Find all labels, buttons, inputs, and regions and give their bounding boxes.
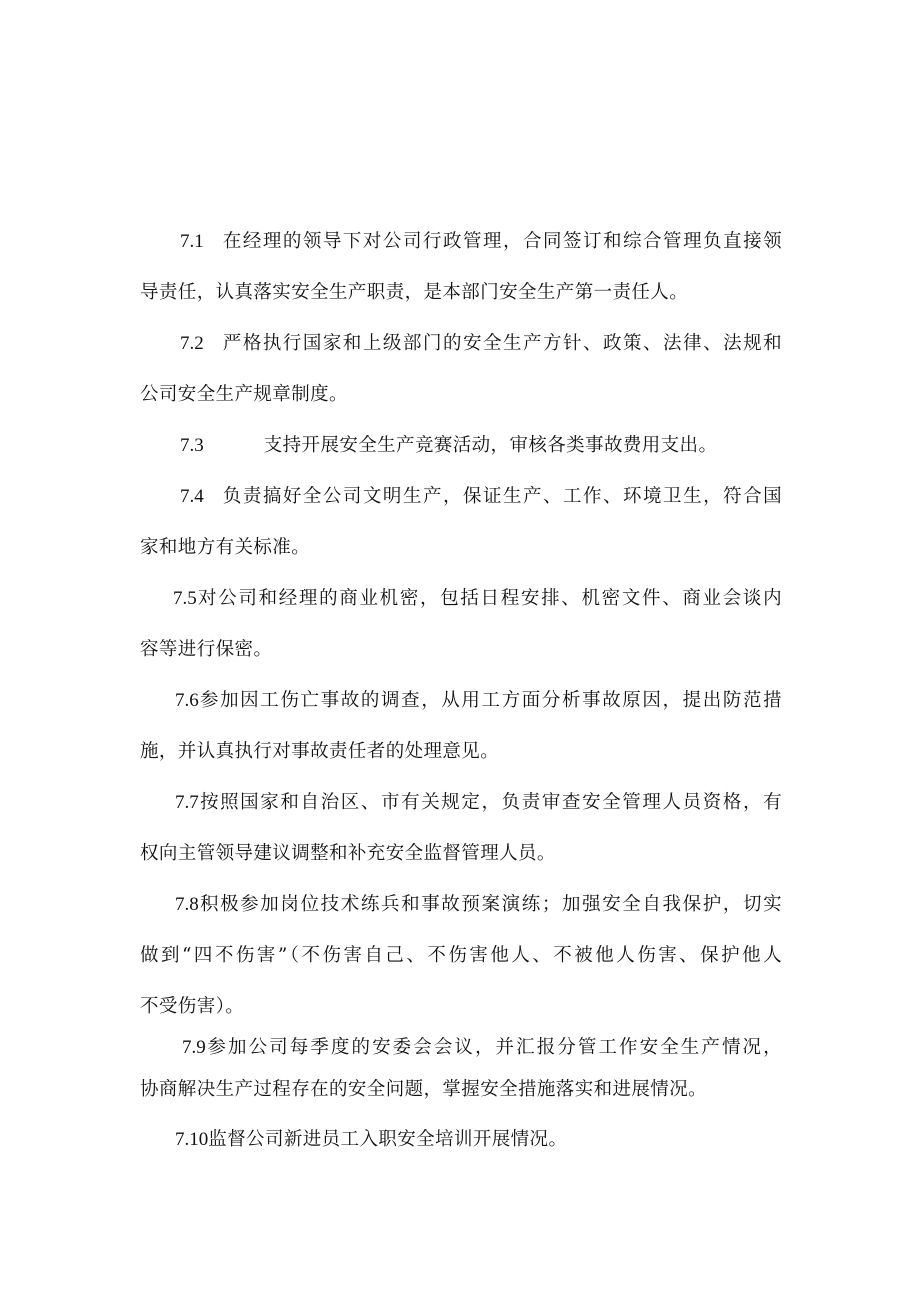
item-7-1-line-2: 导责任，认真落实安全生产职责，是本部门安全生产第一责任人。 [140,282,689,303]
item-7-6-line-2: 施，并认真执行对事故责任者的处理意见。 [140,741,500,762]
item-number: 7.5 [173,588,197,609]
item-7-4-line-1 [140,484,782,510]
item-number: 7.10 [175,1129,209,1150]
item-7-2-line-2: 公司安全生产规章制度。 [140,384,348,405]
item-text: 参加公司每季度的安委会会议，并汇报分管工作安全生产情况， [205,1037,782,1058]
item-7-9-line-2: 协商解决生产过程存在的安全问题，掌握安全措施落实和进展情况。 [140,1079,708,1100]
item-7-1-line-1 [140,229,782,255]
item-7-2-line-1 [140,331,782,357]
item-7-8-line-3: 不受伤害）。 [140,996,245,1017]
item-number: 7.9 [182,1037,206,1058]
item-7-3-line-1 [140,433,782,459]
item-7-4-line-2: 家和地方有关标准。 [140,537,311,558]
item-text: 监督公司新进员工入职安全培训开展情况。 [208,1129,568,1150]
item-text: 在经理的领导下对公司行政管理，合同签订和综合管理负直接领 [221,231,782,252]
item-7-7-line-2: 权向主管领导建议调整和补充安全监督管理人员。 [140,843,556,864]
item-number: 7.8 [175,894,199,915]
item-text: 按照国家和自治区、市有关规定，负责审查安全管理人员资格，有 [198,792,782,813]
item-7-5-line-1 [140,586,782,612]
item-number: 7.2 [180,333,204,354]
item-number: 7.3 [180,435,204,456]
item-7-8-line-1 [140,892,782,918]
item-text: 严格执行国家和上级部门的安全生产方针、政策、法律、法规和 [221,333,782,354]
item-number: 7.6 [175,690,199,711]
item-number: 7.7 [175,792,199,813]
item-7-9-line-1 [140,1035,782,1061]
item-text: 负责搞好全公司文明生产，保证生产、工作、环境卫生，符合国 [221,486,782,507]
item-7-6-line-1 [140,688,782,714]
item-text: 参加因工伤亡事故的调查，从用工方面分析事故原因，提出防范措 [198,690,782,711]
item-7-8-line-2: 做到“四不伤害”（不伤害自己、不伤害他人、不被他人伤害、保护他人 [140,945,782,966]
item-text: 积极参加岗位技术练兵和事故预案演练；加强安全自我保护，切实 [198,894,782,915]
item-7-10-line-1 [140,1127,782,1153]
item-7-5-line-2: 容等进行保密。 [140,639,273,660]
item-number: 7.1 [180,231,204,252]
item-text: 支持开展安全生产竞赛活动，审核各类事故费用支出。 [263,435,718,456]
item-number: 7.4 [180,486,204,507]
item-text: 对公司和经理的商业机密，包括日程安排、机密文件、商业会谈内 [196,588,782,609]
item-7-7-line-1 [140,790,782,816]
